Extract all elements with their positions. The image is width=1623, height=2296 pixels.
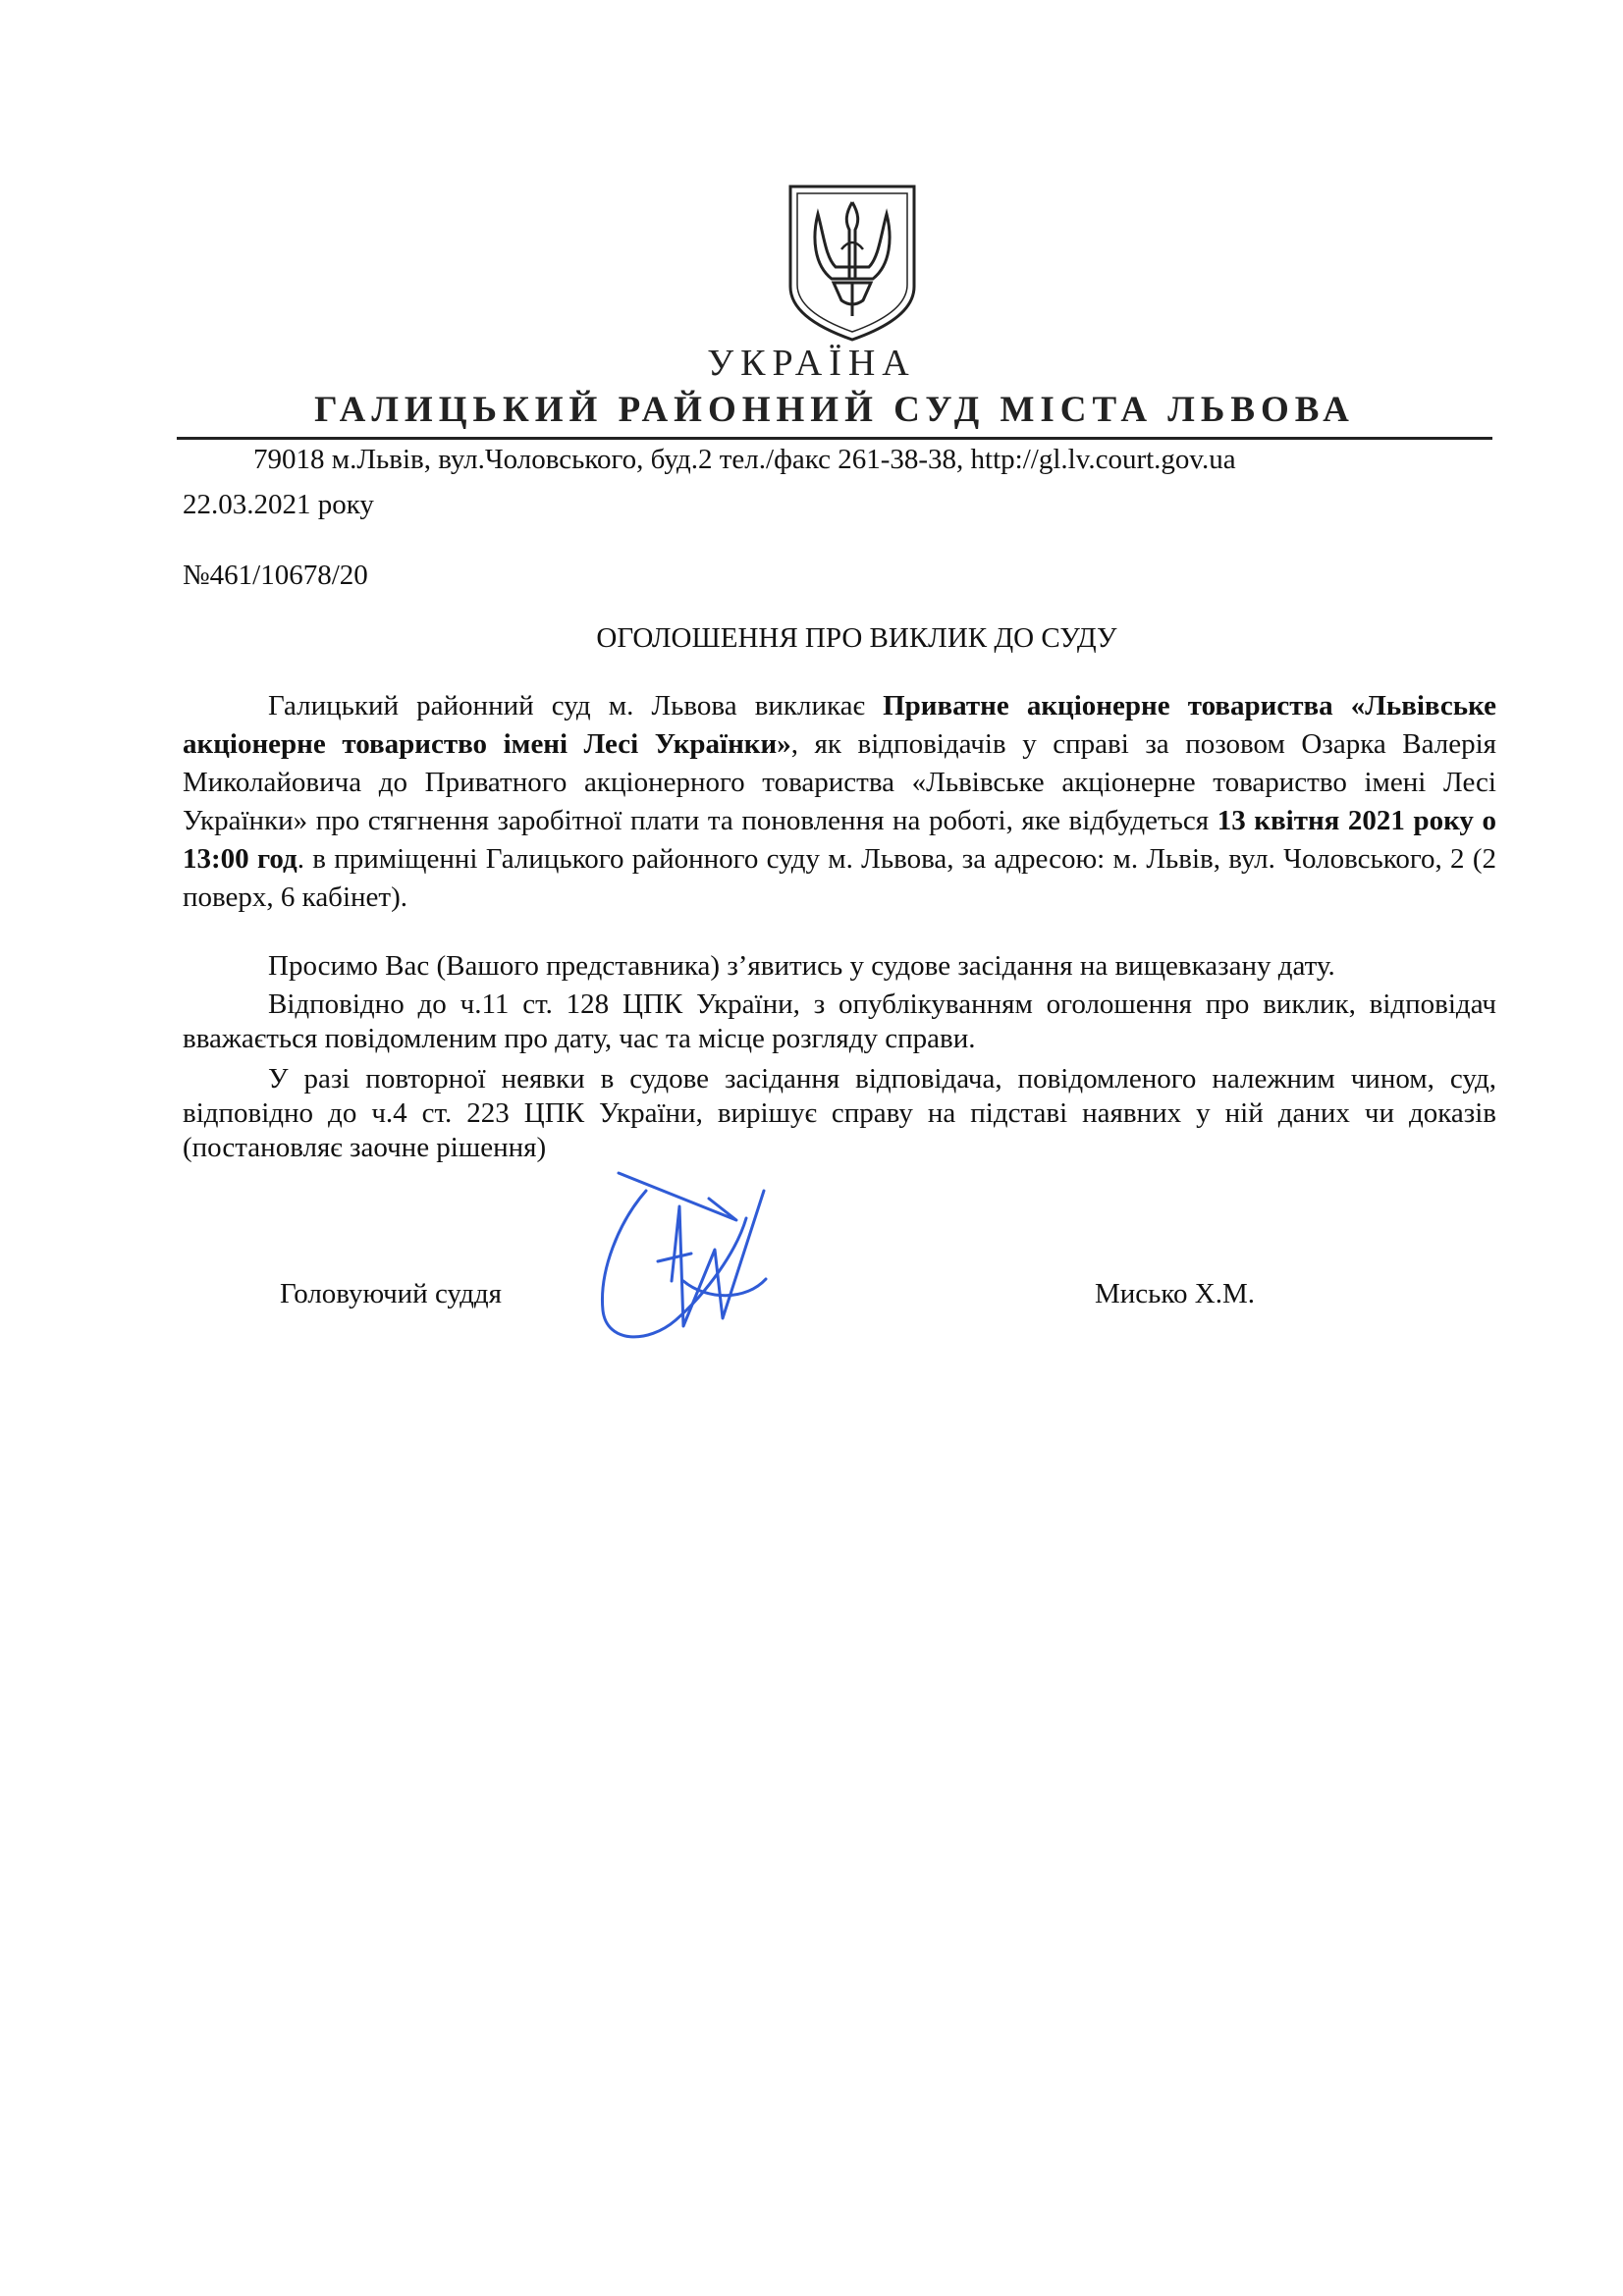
notice-paragraph: Відповідно до ч.11 ст. 128 ЦПК України, з опублікуванням оголошення про виклик, відповідач вважається повідомленим про дату, час та місце розгляду справи. [183, 988, 1496, 1054]
request-paragraph: Просимо Вас (Вашого представника) з’явитись у судове засідання на вищевказану дату. [268, 950, 1335, 982]
document-date: 22.03.2021 року [183, 489, 374, 520]
court-address: 79018 м.Львів, вул.Чоловського, буд.2 тел./факс 261-38-38, http://gl.lv.court.gov.ua [253, 444, 1236, 475]
defendant-name: Приватне акціонерне товариства «Львівське акціонерне товариство імені Лесі Українки» [183, 690, 1496, 760]
court-name: ГАЛИЦЬКИЙ РАЙОННИЙ СУД МІСТА ЛЬВОВА [314, 390, 1355, 430]
consequence-paragraph: У разі повторної неявки в судове засідання відповідача, повідомленого належним чином, суд, відповідно до ч.4 ст. 223 ЦПК України, вирішує справу на підставі наявних у ній даних чи доказів (постановляє заочне рішення) [183, 1063, 1496, 1163]
p1-text-e: . в приміщенні Галицького районного суду м. Львова, за адресою: м. Львів, вул. Чоловського, 2 (2 поверх, 6 кабінет). [183, 843, 1496, 913]
registration-number: №461/10678/20 [183, 560, 368, 591]
handwritten-signature [589, 1163, 805, 1350]
signer-name: Мисько Х.М. [1095, 1278, 1255, 1309]
p1-text-c: , як відповідачів у справі за позовом Озарка Валерія Миколайовича до Приватного акціонерного товариства «Львівське акціонерне товариство імені Лесі Українки» про стягнення заробітної плати та поновлення на роботі, яке відбудеться [183, 728, 1496, 836]
hearing-datetime: 13 квітня 2021 року о 13:00 год [183, 805, 1497, 875]
trident-coat-of-arms-icon [783, 181, 922, 346]
summons-paragraph [183, 687, 1496, 917]
document-title: ОГОЛОШЕННЯ ПРО ВИКЛИК ДО СУДУ [596, 622, 1117, 654]
header-divider [177, 437, 1492, 440]
signer-role: Головуючий суддя [280, 1278, 502, 1309]
country-name: УКРАЇНА [707, 343, 916, 384]
p1-text-a: Галицький районний суд м. Львова викликає [268, 690, 884, 721]
